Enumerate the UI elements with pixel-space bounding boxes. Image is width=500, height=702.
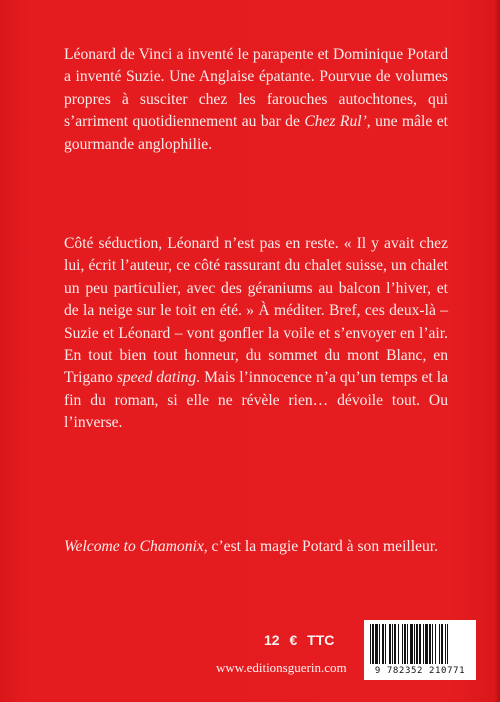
barcode-bar [410,624,413,664]
barcode-bar [370,624,371,664]
barcode-bar [445,624,446,664]
synopsis-paragraph-3 [64,536,448,558]
barcode-bar [441,624,443,664]
barcode-bar [404,624,406,664]
p1-place-name: Chez Rul’ [304,113,367,131]
barcode-bar [379,624,380,664]
barcode-bar [375,624,378,664]
p2-text-b: . Mais l’innocence n’a qu’un temps et la fin du roman, si elle ne révèle rien… dévoile tout. Ou l’inverse. [64,369,448,432]
p2-speed-dating: speed dating [116,369,197,387]
p3-book-title: Welcome to Chamonix, [64,538,208,555]
p3-text: c’est la magie Potard à son meilleur. [207,538,439,555]
barcode-bar [439,624,440,664]
synopsis-paragraph-1 [64,44,448,156]
barcode-bar [392,624,393,664]
barcode-bar [407,624,408,664]
barcode-bar [423,624,424,664]
publisher-website: www.editionsguerin.com [216,660,347,675]
p1-text-b: , une mâle et gourmande anglophilie. [64,113,448,153]
p1-text-a: Léonard de Vinci a inventé le parapente et Dominique Potard a inventé Suzie. Une Anglaise épatante. Pourvue de volumes propres à susciter chez les farouches autochtones, qui s’arriment quotidiennement au bar de [64,46,448,131]
barcode-bar [394,624,396,664]
barcode-bar [416,624,418,664]
barcode-bar [419,624,421,664]
barcode-bar [432,624,433,664]
barcode-bar [385,624,386,664]
cover-edge-shadow [494,0,500,702]
barcode-bar [429,624,431,664]
isbn-barcode [364,620,476,680]
barcode-bar [414,624,415,664]
isbn-digits: 9 782352 210771 [374,666,466,676]
barcode-bar [425,624,428,664]
barcode-bar [382,624,384,664]
barcode-bar [447,624,448,664]
barcode-bar [435,624,436,664]
barcode-bar [402,624,403,664]
barcode-bar [372,624,374,664]
p2-text-a: Côté séduction, Léonard n’est pas en reste. « Il y avait chez lui, écrit l’auteur, ce côté rassurant du chalet suisse, un chalet un peu particulier, avec des géraniums au balcon l’hiver, et de la neige sur le toit en été. » À méditer. Bref, ces deux-là – Suzie et Léonard – vont gonfler la voile et s’envoyer en l’air. En tout bien tout honneur, du sommet du mont Blanc, en Trigano [64,235,448,387]
barcode-bar [398,624,399,664]
synopsis-paragraph-2 [64,233,448,435]
price-label: 12 € TTC [264,632,335,648]
barcode-bar [389,624,391,664]
barcode-bars-icon [368,624,472,666]
